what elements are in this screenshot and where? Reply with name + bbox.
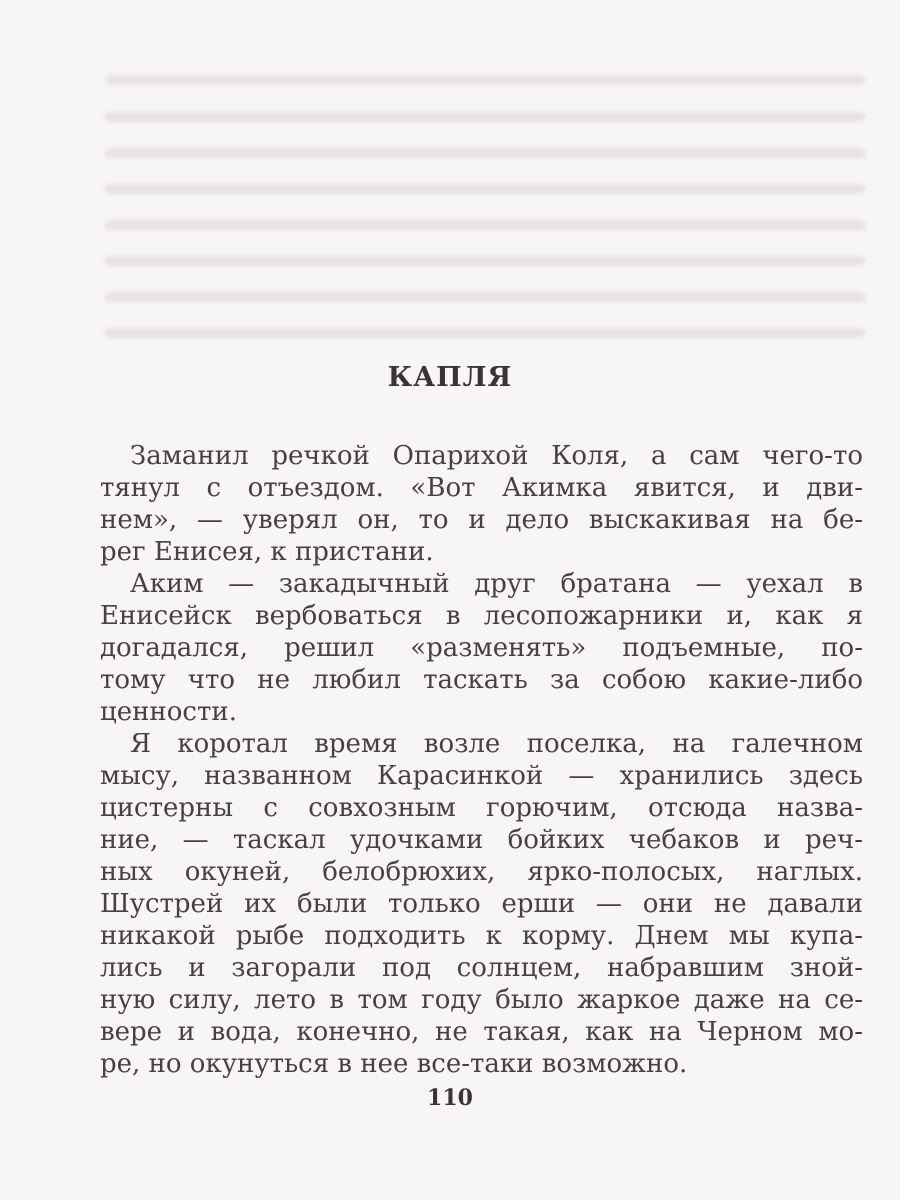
text-line: ных окуней, белобрюхих, ярко-полосых, наглых.: [100, 857, 863, 887]
text-line: тянул с отъездом. «Вот Акимка явится, и дви-: [100, 473, 863, 503]
text-line: вере и вода, конечно, не такая, как на Черном мо-: [100, 1017, 863, 1047]
text-line: лись и загорали под солнцем, набравшим зной-: [100, 953, 863, 983]
text-line: Я коротал время возле поселка, на галечном: [130, 729, 863, 759]
text-line: Шустрей их были только ерши — они не давали: [100, 889, 863, 919]
text-line: догадался, решил «разменять» подъемные, по-: [100, 633, 863, 663]
text-line: ре, но окунуться в нее все-таки возможно.: [100, 1049, 688, 1079]
chapter-title: КАПЛЯ: [387, 362, 513, 393]
text-line: ную силу, лето в том году было жаркое даже на се-: [100, 985, 863, 1015]
text-line: Енисейск вербоваться в лесопожарники и, как я: [100, 601, 863, 631]
text-line: нем», — уверял он, то и дело выскакивая на бе-: [100, 505, 863, 535]
text-line: цистерны с совхозным горючим, отсюда назва-: [100, 793, 863, 823]
paragraph: [100, 728, 863, 1080]
text-line: ценности.: [100, 697, 237, 727]
page-number: 110: [427, 1085, 473, 1111]
text-line: мысу, названном Карасинкой — хранились здесь: [100, 761, 863, 791]
text-line: Аким — закадычный друг братана — уехал в: [130, 569, 863, 599]
paragraph: [100, 440, 863, 568]
paragraph: [100, 568, 863, 728]
text-line: Заманил речкой Опарихой Коля, а сам чего-то: [130, 441, 863, 471]
text-line: никакой рыбе подходить к корму. Днем мы купа-: [100, 921, 863, 951]
text-line: тому что не любил таскать за собою какие-либо: [100, 665, 863, 695]
text-line: ние, — таскал удочками бойких чебаков и реч-: [100, 825, 863, 855]
body-text: [100, 440, 863, 1080]
text-line: рег Енисея, к пристани.: [100, 537, 434, 567]
